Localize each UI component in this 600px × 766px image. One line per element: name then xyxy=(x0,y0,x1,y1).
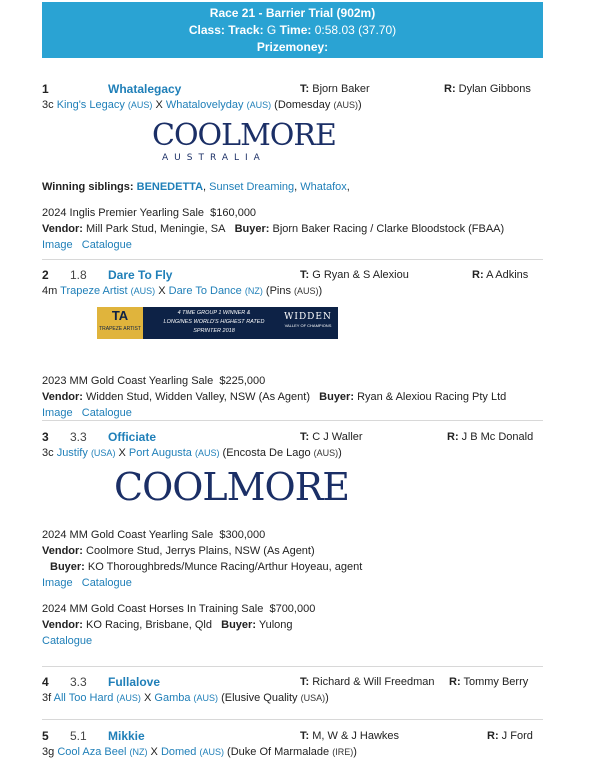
coolmore-australia-logo: COOLMORE AUSTRALIA xyxy=(152,118,336,163)
sire-link[interactable]: Cool Aza Beel (NZ) xyxy=(57,746,148,758)
dam-link[interactable]: Dare To Dance (NZ) xyxy=(168,285,263,297)
rider: R: Dylan Gibbons xyxy=(444,83,531,95)
rider: R: A Adkins xyxy=(472,269,529,281)
sale-info: 2023 MM Gold Coast Yearling Sale $225,000 xyxy=(42,375,266,387)
image-link[interactable]: Image xyxy=(42,577,73,589)
divider xyxy=(42,719,543,720)
pedigree: 3c King's Legacy (AUS) X Whatalovelyday (AUS) (Domesday (AUS)) xyxy=(42,99,362,111)
rider: R: J Ford xyxy=(487,730,533,742)
rider: R: J B Mc Donald xyxy=(447,431,534,443)
sibling-link[interactable]: BENEDETTA xyxy=(136,181,204,193)
sale-links xyxy=(42,633,543,649)
pedigree: 3g Cool Aza Beel (NZ) X Domed (AUS) (Duke Of Marmalade (IRE)) xyxy=(42,746,357,758)
sale-links xyxy=(42,575,543,591)
divider xyxy=(42,666,543,667)
runner-odds: 1.8 xyxy=(70,268,87,282)
runner-5 xyxy=(42,728,543,760)
trainer: T: M, W & J Hawkes xyxy=(300,730,400,742)
sibling-link[interactable]: Whatafox xyxy=(300,181,347,193)
sire-link[interactable]: All Too Hard (AUS) xyxy=(53,692,141,704)
sale-info: 2024 Inglis Premier Yearling Sale $160,000 xyxy=(42,207,257,219)
runner-1 xyxy=(42,81,543,253)
sale-buyer: Buyer: KO Thoroughbreds/Munce Racing/Arthur Hoyeau, agent xyxy=(50,561,363,573)
coolmore-logo: COOLMORE xyxy=(114,465,350,509)
pedigree: 4m Trapeze Artist (AUS) X Dare To Dance (NZ) (Pins (AUS)) xyxy=(42,285,323,297)
dam-link[interactable]: Domed (AUS) xyxy=(160,746,224,758)
winning-siblings: Winning siblings: BENEDETTA, Sunset Dreaming, Whatafox, xyxy=(42,181,350,193)
runner-number: 1 xyxy=(42,82,49,96)
sale-vendor-buyer: Vendor: Mill Park Stud, Meningie, SA Buyer: Bjorn Baker Racing / Clarke Bloodstock (FBAA) xyxy=(42,223,505,235)
horse-name-link[interactable]: Dare To Fly xyxy=(108,268,173,282)
image-link[interactable]: Image xyxy=(42,239,73,251)
divider xyxy=(42,420,543,421)
runner-odds: 3.3 xyxy=(70,430,87,444)
horse-name-link[interactable]: Officiate xyxy=(108,430,157,444)
sale-links xyxy=(42,405,543,421)
sale-links xyxy=(42,237,543,253)
runner-number: 5 xyxy=(42,729,49,743)
pedigree: 3c Justify (USA) X Port Augusta (AUS) (Encosta De Lago (AUS)) xyxy=(42,447,342,459)
race-class-track-time: Class: Track: G Time: 0:58.03 (37.70) xyxy=(188,23,397,37)
sale-info: 2024 MM Gold Coast Yearling Sale $300,000 xyxy=(42,529,266,541)
race-title: Race 21 - Barrier Trial (902m) xyxy=(209,6,376,20)
dam-link[interactable]: Gamba (AUS) xyxy=(154,692,219,704)
sire-link[interactable]: King's Legacy (AUS) xyxy=(56,99,153,111)
rider: R: Tommy Berry xyxy=(449,676,529,688)
dam-link[interactable]: Whatalovelyday (AUS) xyxy=(165,99,272,111)
runner-number: 2 xyxy=(42,268,49,282)
sire-link[interactable]: Trapeze Artist (AUS) xyxy=(60,285,156,297)
image-link[interactable]: Image xyxy=(42,407,73,419)
horse-name-link[interactable]: Whatalegacy xyxy=(108,82,182,96)
catalogue-link[interactable]: Catalogue xyxy=(81,407,132,419)
sire-link[interactable]: Justify (USA) xyxy=(56,447,116,459)
runner-number: 3 xyxy=(42,430,49,444)
trainer: T: Richard & Will Freedman xyxy=(300,676,435,688)
catalogue-link[interactable]: Catalogue xyxy=(81,239,132,251)
runner-odds: 3.3 xyxy=(70,675,87,689)
race-header xyxy=(42,2,543,58)
sibling-link[interactable]: Sunset Dreaming xyxy=(209,181,295,193)
sale-info: 2024 MM Gold Coast Horses In Training Sale $700,000 xyxy=(42,603,316,615)
runner-2 xyxy=(42,267,543,421)
catalogue-link[interactable]: Catalogue xyxy=(81,577,132,589)
dam-link[interactable]: Port Augusta (AUS) xyxy=(128,447,220,459)
trapeze-artist-banner: TA TRAPEZE ARTIST 4 TIME GROUP 1 WINNER & LONGINES WORLD'S HIGHEST RATED SPRINTER 2018 WIDDEN VALLEY OF CHAMPIONS xyxy=(97,307,338,339)
trainer: T: C J Waller xyxy=(300,431,363,443)
trainer: T: G Ryan & S Alexiou xyxy=(300,269,409,281)
horse-name-link[interactable]: Fullalove xyxy=(108,675,161,689)
runner-odds: 5.1 xyxy=(70,729,87,743)
trainer: T: Bjorn Baker xyxy=(300,83,370,95)
sale-vendor-buyer: Vendor: Widden Stud, Widden Valley, NSW (As Agent) Buyer: Ryan & Alexiou Racing Pty Ltd xyxy=(42,391,507,403)
divider xyxy=(42,259,543,260)
horse-name-link[interactable]: Mikkie xyxy=(108,729,145,743)
prizemoney-label: Prizemoney: xyxy=(256,40,329,54)
runner-number: 4 xyxy=(42,675,49,689)
pedigree: 3f All Too Hard (AUS) X Gamba (AUS) (Elusive Quality (USA)) xyxy=(42,692,329,704)
runner-4 xyxy=(42,674,543,706)
runner-3 xyxy=(42,429,543,649)
catalogue-link[interactable]: Catalogue xyxy=(42,635,93,647)
sale-vendor-buyer: Vendor: KO Racing, Brisbane, Qld Buyer: Yulong xyxy=(42,619,293,631)
sale-vendor: Vendor: Coolmore Stud, Jerrys Plains, NSW (As Agent) xyxy=(42,545,315,557)
